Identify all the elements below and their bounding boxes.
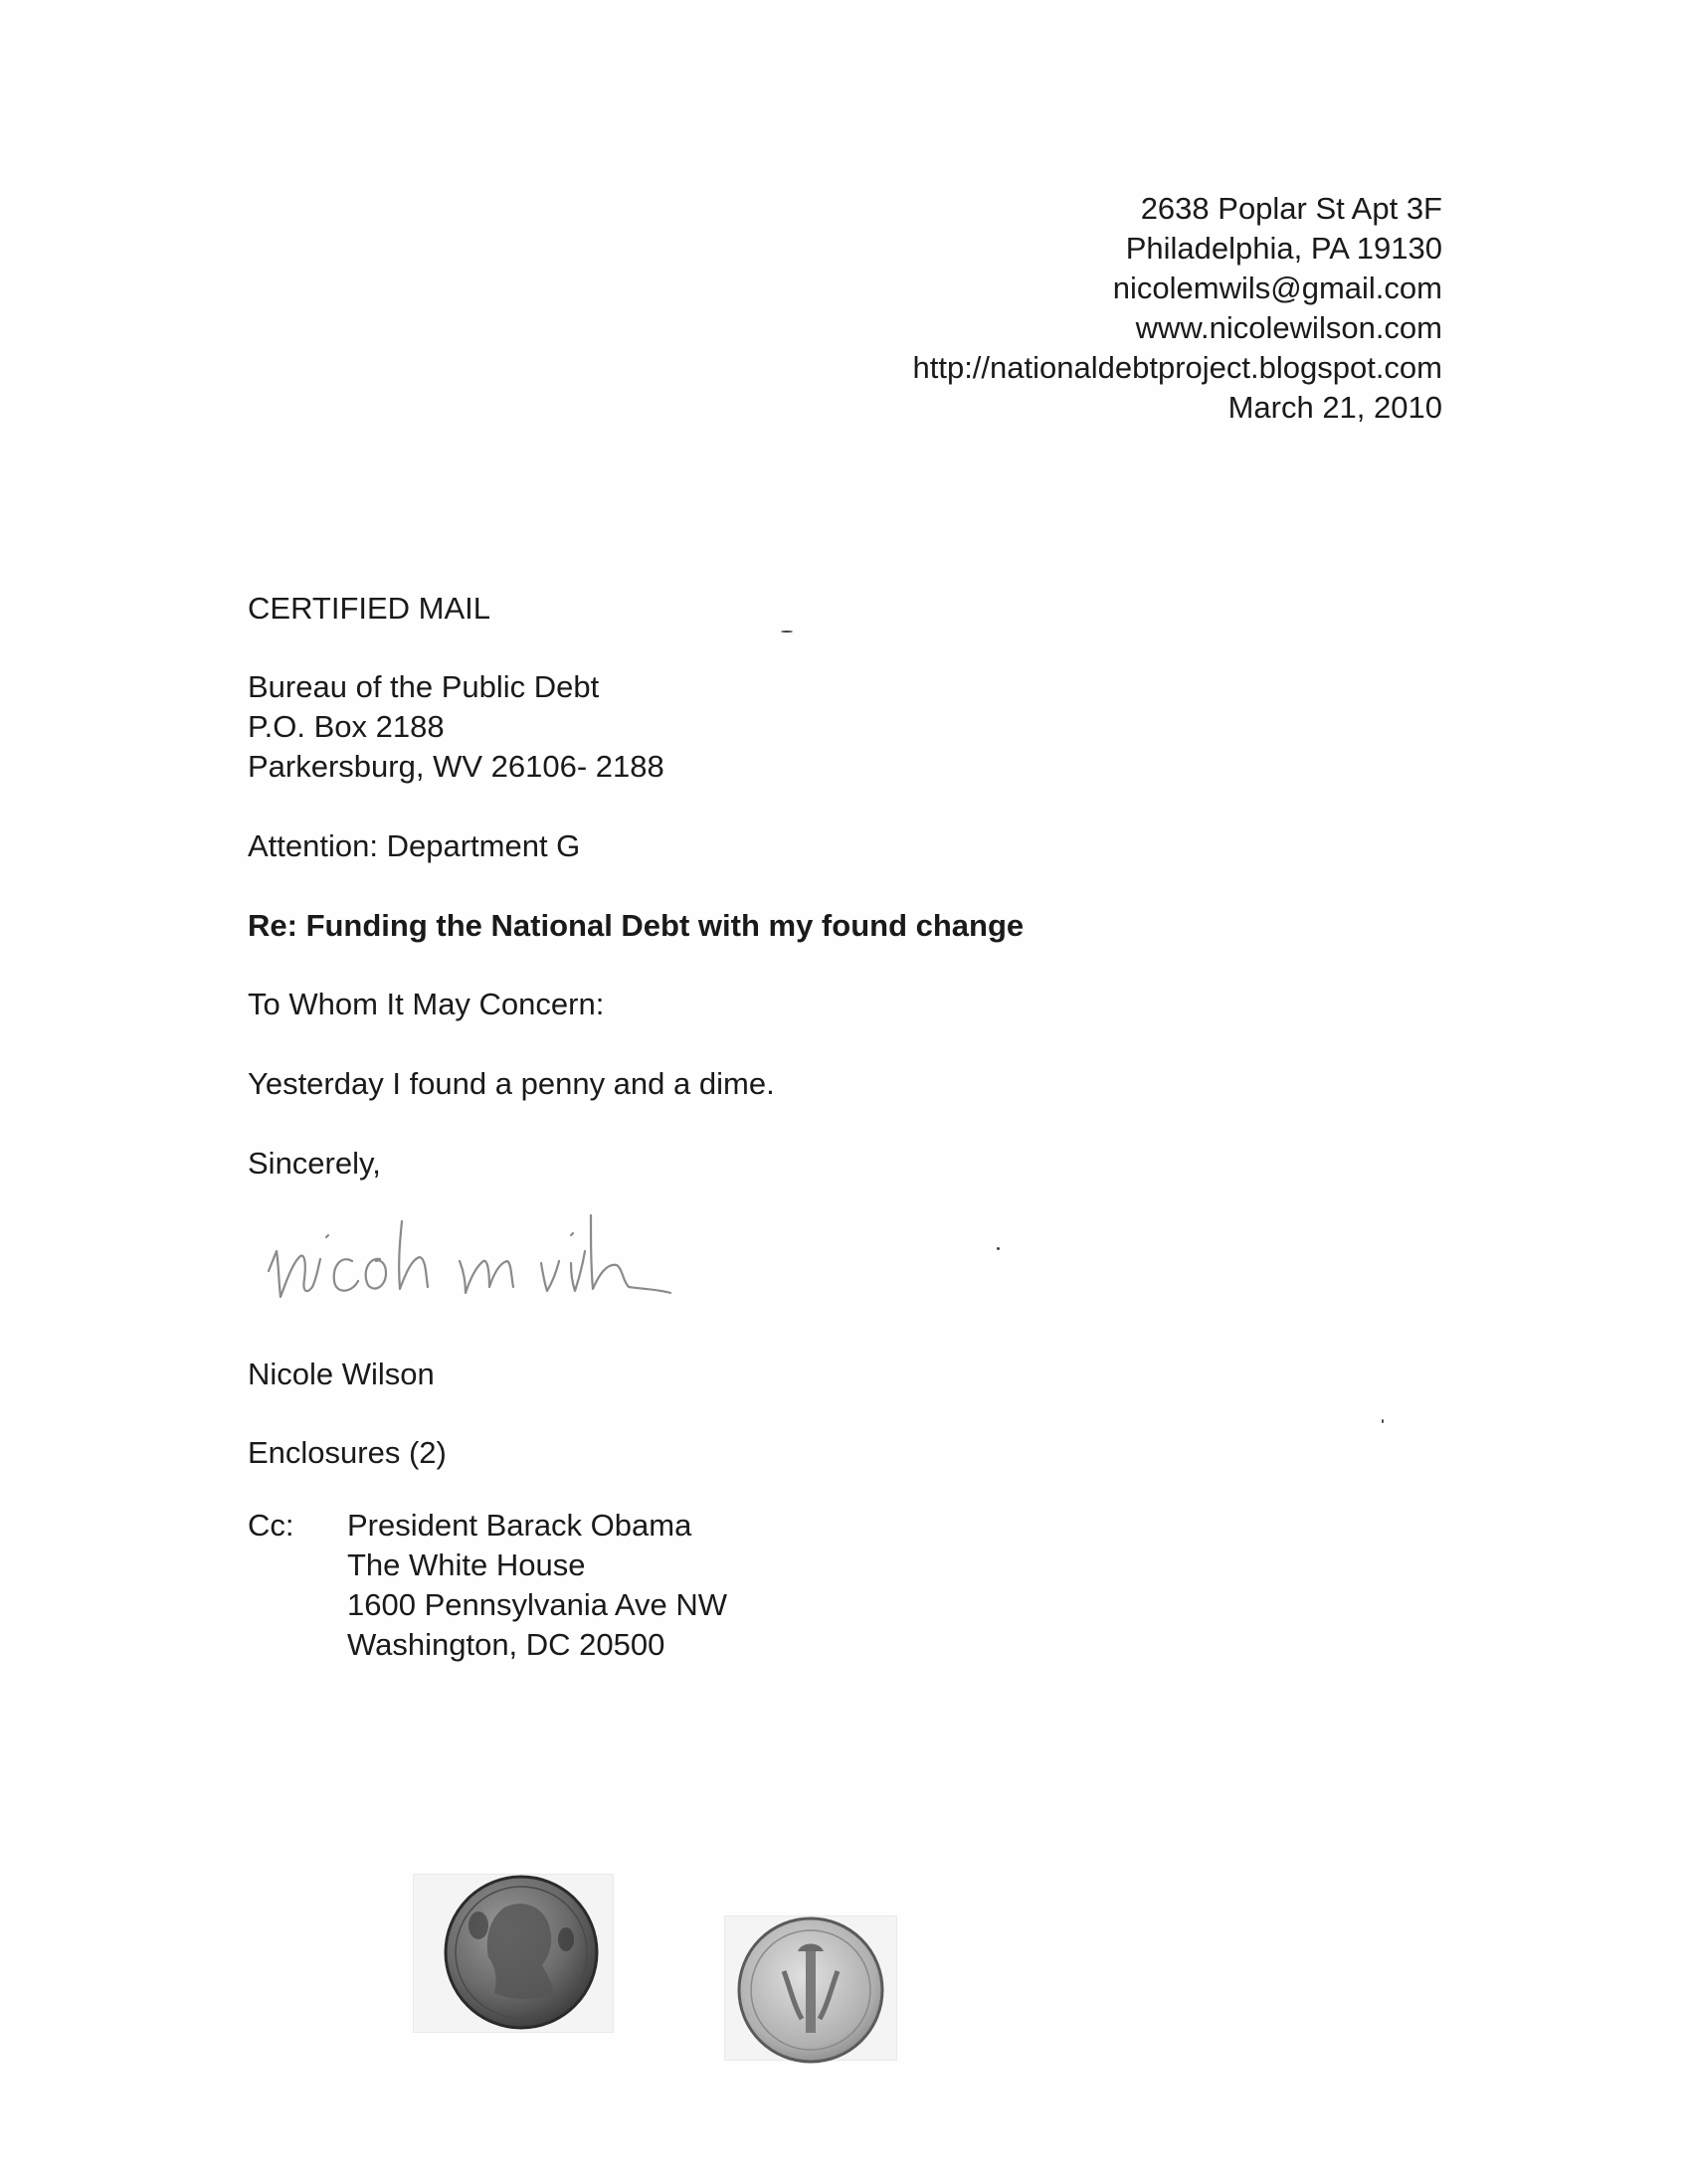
subject-line: Re: Funding the National Debt with my found change xyxy=(248,908,1025,943)
signer-name: Nicole Wilson xyxy=(248,1357,435,1391)
recipient-city-state-zip: Parkersburg, WV 26106- 2188 xyxy=(248,749,664,784)
cc-name: President Barack Obama xyxy=(347,1508,692,1543)
cc-city-state-zip: Washington, DC 20500 xyxy=(347,1627,665,1662)
scan-speck xyxy=(781,631,793,633)
handwritten-signature xyxy=(261,1201,818,1311)
letter-body: Yesterday I found a penny and a dime. xyxy=(248,1066,775,1101)
dime-coin-image xyxy=(736,1915,885,2065)
enclosures-line: Enclosures (2) xyxy=(248,1435,447,1470)
cc-street: 1600 Pennsylvania Ave NW xyxy=(347,1587,727,1622)
sender-email: nicolemwils@gmail.com xyxy=(1112,271,1442,305)
penny-coin-image xyxy=(443,1874,600,2031)
mail-type: CERTIFIED MAIL xyxy=(248,591,491,626)
cc-org: The White House xyxy=(347,1547,586,1582)
scan-speck xyxy=(997,1247,1000,1250)
recipient-address-block xyxy=(248,667,664,787)
closing: Sincerely, xyxy=(248,1146,381,1181)
cc-address-block xyxy=(347,1506,727,1665)
scan-speck xyxy=(1382,1419,1384,1423)
sender-address-block xyxy=(912,189,1442,428)
recipient-name: Bureau of the Public Debt xyxy=(248,669,600,704)
sender-city-state-zip: Philadelphia, PA 19130 xyxy=(1125,231,1442,266)
recipient-po-box: P.O. Box 2188 xyxy=(248,709,445,744)
sender-blog: http://nationaldebtproject.blogspot.com xyxy=(912,350,1442,385)
sender-street: 2638 Poplar St Apt 3F xyxy=(1140,191,1442,226)
salutation: To Whom It May Concern: xyxy=(248,987,605,1021)
sender-website: www.nicolewilson.com xyxy=(1135,310,1442,345)
letter-date: March 21, 2010 xyxy=(1227,390,1442,425)
attention-line: Attention: Department G xyxy=(248,828,581,863)
cc-label: Cc: xyxy=(248,1508,294,1543)
